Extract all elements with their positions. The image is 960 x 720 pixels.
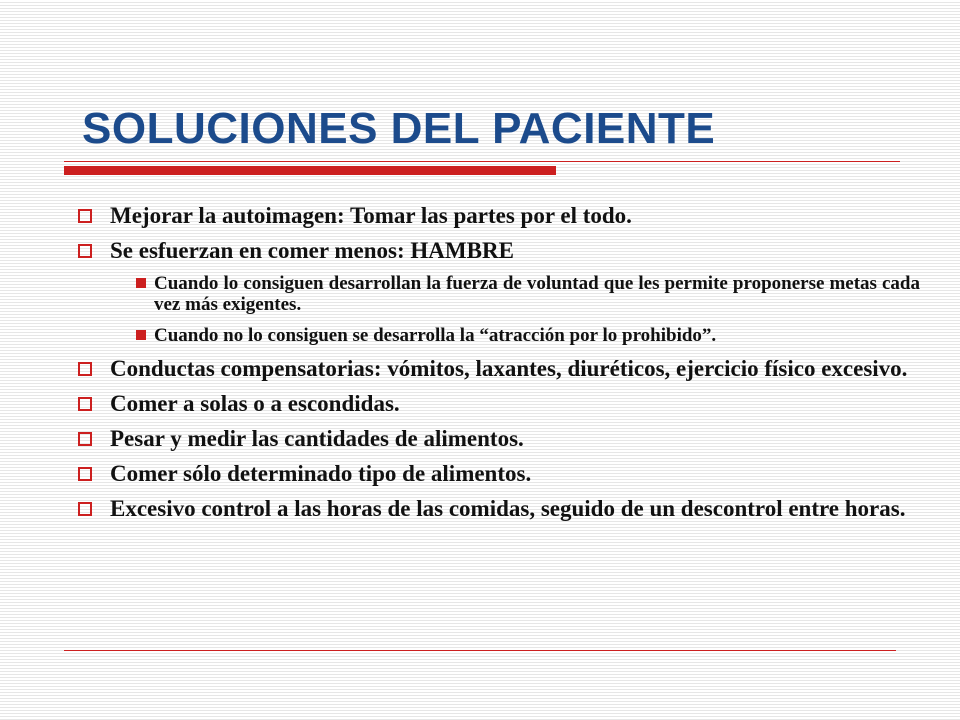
hollow-square-icon xyxy=(78,502,92,516)
bullet-item xyxy=(78,496,920,522)
bullet-text: Pesar y medir las cantidades de alimentos. xyxy=(110,426,524,451)
title-underline-thin xyxy=(64,161,900,162)
bullet-item xyxy=(78,461,920,487)
bullet-text: Se esfuerzan en comer menos: HAMBRE xyxy=(110,238,514,263)
bullet-item xyxy=(78,391,920,417)
bullet-text: Excesivo control a las horas de las comidas, seguido de un descontrol entre horas. xyxy=(110,496,906,521)
bullet-item xyxy=(78,356,920,382)
footer-rule xyxy=(64,650,896,651)
hollow-square-icon xyxy=(78,397,92,411)
bullet-item xyxy=(78,238,920,264)
hollow-square-icon xyxy=(78,362,92,376)
bullet-text: Mejorar la autoimagen: Tomar las partes por el todo. xyxy=(110,203,632,228)
sub-bullet-text: Cuando no lo consiguen se desarrolla la “atracción por lo prohibido”. xyxy=(154,325,717,346)
sub-bullet-item xyxy=(78,325,920,346)
hollow-square-icon xyxy=(78,467,92,481)
bullet-item xyxy=(78,203,920,229)
bullet-item xyxy=(78,426,920,452)
filled-square-icon xyxy=(136,278,146,288)
bullet-text: Conductas compensatorias: vómitos, laxantes, diuréticos, ejercicio físico excesivo. xyxy=(110,356,908,381)
slide-title: SOLUCIONES DEL PACIENTE xyxy=(82,104,716,153)
hollow-square-icon xyxy=(78,432,92,446)
hollow-square-icon xyxy=(78,209,92,223)
sub-bullet-item xyxy=(78,273,920,315)
bullet-list xyxy=(78,203,920,531)
filled-square-icon xyxy=(136,330,146,340)
title-underline-thick xyxy=(64,166,556,175)
bullet-text: Comer a solas o a escondidas. xyxy=(110,391,400,416)
bullet-text: Comer sólo determinado tipo de alimentos. xyxy=(110,461,532,486)
sub-bullet-text: Cuando lo consiguen desarrollan la fuerza de voluntad que les permite proponerse metas cada vez más exigentes. xyxy=(154,273,920,315)
hollow-square-icon xyxy=(78,244,92,258)
